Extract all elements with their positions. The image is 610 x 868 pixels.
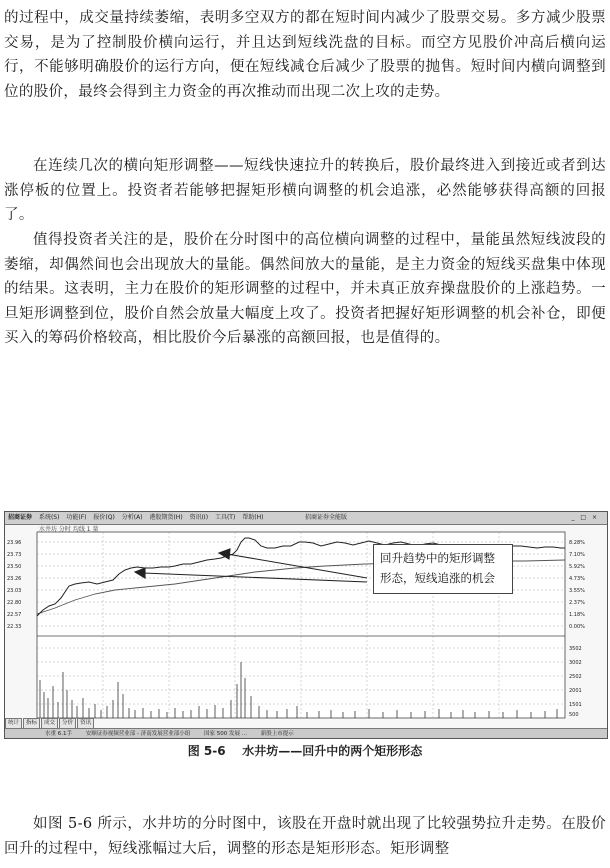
price-tick: 23.26 [7,576,22,582]
menu-item[interactable]: 功能(F) [66,514,87,521]
menu-item[interactable]: 系统(S) [38,514,60,521]
status-item: 新股上市提示 [260,731,294,737]
callout-line: 回升趋势中的矩形调整 [380,551,495,565]
chart-header [5,525,607,535]
caption-title: 水井坊——回升中的两个矩形形态 [242,744,423,758]
percent-tick: 7.10% [569,552,585,558]
price-axis-left [7,540,21,630]
status-item: 国家 500 发展 ... [203,731,247,737]
menu-item[interactable]: 资讯(I) [189,514,209,521]
percent-tick: 0.00% [569,624,585,630]
percent-axis-right [569,540,585,630]
paragraph-4: 如图 5-6 所示，水井坊的分时图中，该股在开盘时就出现了比较强势拉升走势。在股价回升的过程中，短线涨幅过大后，调整的形态是矩形形态。矩形调整 [4,816,606,857]
volume-tick: 1501 [569,702,582,708]
tab-price-distribution[interactable]: 分价 [59,718,76,729]
status-bar [5,728,607,739]
menu-item[interactable]: 港股期货(H) [149,514,183,521]
volume-tick: 2502 [569,674,582,680]
volume-axis-right [569,646,582,718]
price-tick: 23.96 [7,540,22,546]
window-title: 招商证券全能版 [305,514,348,521]
bottom-tabs [5,718,185,727]
price-tick: 23.03 [7,588,22,594]
stock-chart-figure [4,511,608,739]
price-tick: 23.50 [7,564,22,570]
caption-label: 图 5-6 [187,744,226,758]
percent-tick: 8.28% [569,540,585,546]
percent-tick: 4.73% [569,576,585,582]
volume-tick: 3502 [569,646,582,652]
percent-tick: 2.37% [569,600,585,606]
price-tick: 22.33 [7,624,22,630]
paragraph-2: 在连续几次的横向矩形调整——短线快速拉升的转换后，股价最终进入到接近或者到达涨停板的位置上。投资者若能够把握矩形横向调整的机会追涨，必然能够获得高额的回报了。 [4,158,606,223]
app-logo: 招商证券 [8,514,33,521]
price-tick: 22.57 [7,612,22,618]
status-item: 水重 6.1手 [45,731,72,737]
menu-item[interactable]: 帮助(H) [242,514,264,521]
price-tick: 22.80 [7,600,22,606]
figure-caption [0,742,610,759]
tab-news[interactable]: 资讯 [77,718,94,729]
tab-statistics[interactable]: 统计 [5,718,22,729]
tab-trades[interactable]: 成交 [41,718,58,729]
paragraph-1: 的过程中，成交量持续萎缩，表明多空双方的都在短时间内减少了股票交易。多方减少股票交易，是为了控制股价横向运行，并且达到短线洗盘的目标。而空方见股价冲高后横向运行，不能够明确股价的运行方向，便在短线减仓后减少了股票的抛售。短时间内横向调整到位的股价，最终会得到主力资金的再次推动而出现二次上攻的走势。 [4,10,606,100]
menu-item[interactable]: 工具(T) [214,514,236,521]
menu-item[interactable]: 分析(A) [121,514,143,521]
percent-tick: 5.92% [569,564,585,570]
volume-tick: 3002 [569,660,582,666]
price-tick: 23.73 [7,552,22,558]
paragraph-3: 值得投资者关注的是，股价在分时图中的高位横向调整的过程中，量能虽然短线波段的萎缩，却偶然间也会出现放大的量能。偶然间放大的量能，是主力资金的短线买盘集中体现的结果。这表明，主力在股价的矩形调整的过程中，并未真正放弃操盘股价的上涨趋势。一旦矩形调整到位，股价自然会放量大幅度上攻了。投资者把握好矩形调整的机会补仓，即便买入的筹码价格较高，相比股价今后暴涨的高额回报，也是值得的。 [4,232,606,346]
volume-tick: 2001 [569,688,582,694]
chart-header-text: 水井坊 分时 均线 1 量 [39,526,99,533]
menu-item[interactable]: 报价(Q) [93,514,115,521]
volume-tick: 500 [569,712,579,718]
intraday-chart [5,512,607,738]
percent-tick: 1.18% [569,612,585,618]
status-item: 安顺证券视频营业部 - 济南发展营业部小组 [85,731,191,737]
tab-indicator[interactable]: 指标 [23,718,40,729]
callout-line: 形态，短线追涨的机会 [380,571,495,585]
callout-box [373,544,513,594]
percent-tick: 3.55% [569,588,585,594]
window-controls[interactable]: _ □ × [571,514,599,521]
